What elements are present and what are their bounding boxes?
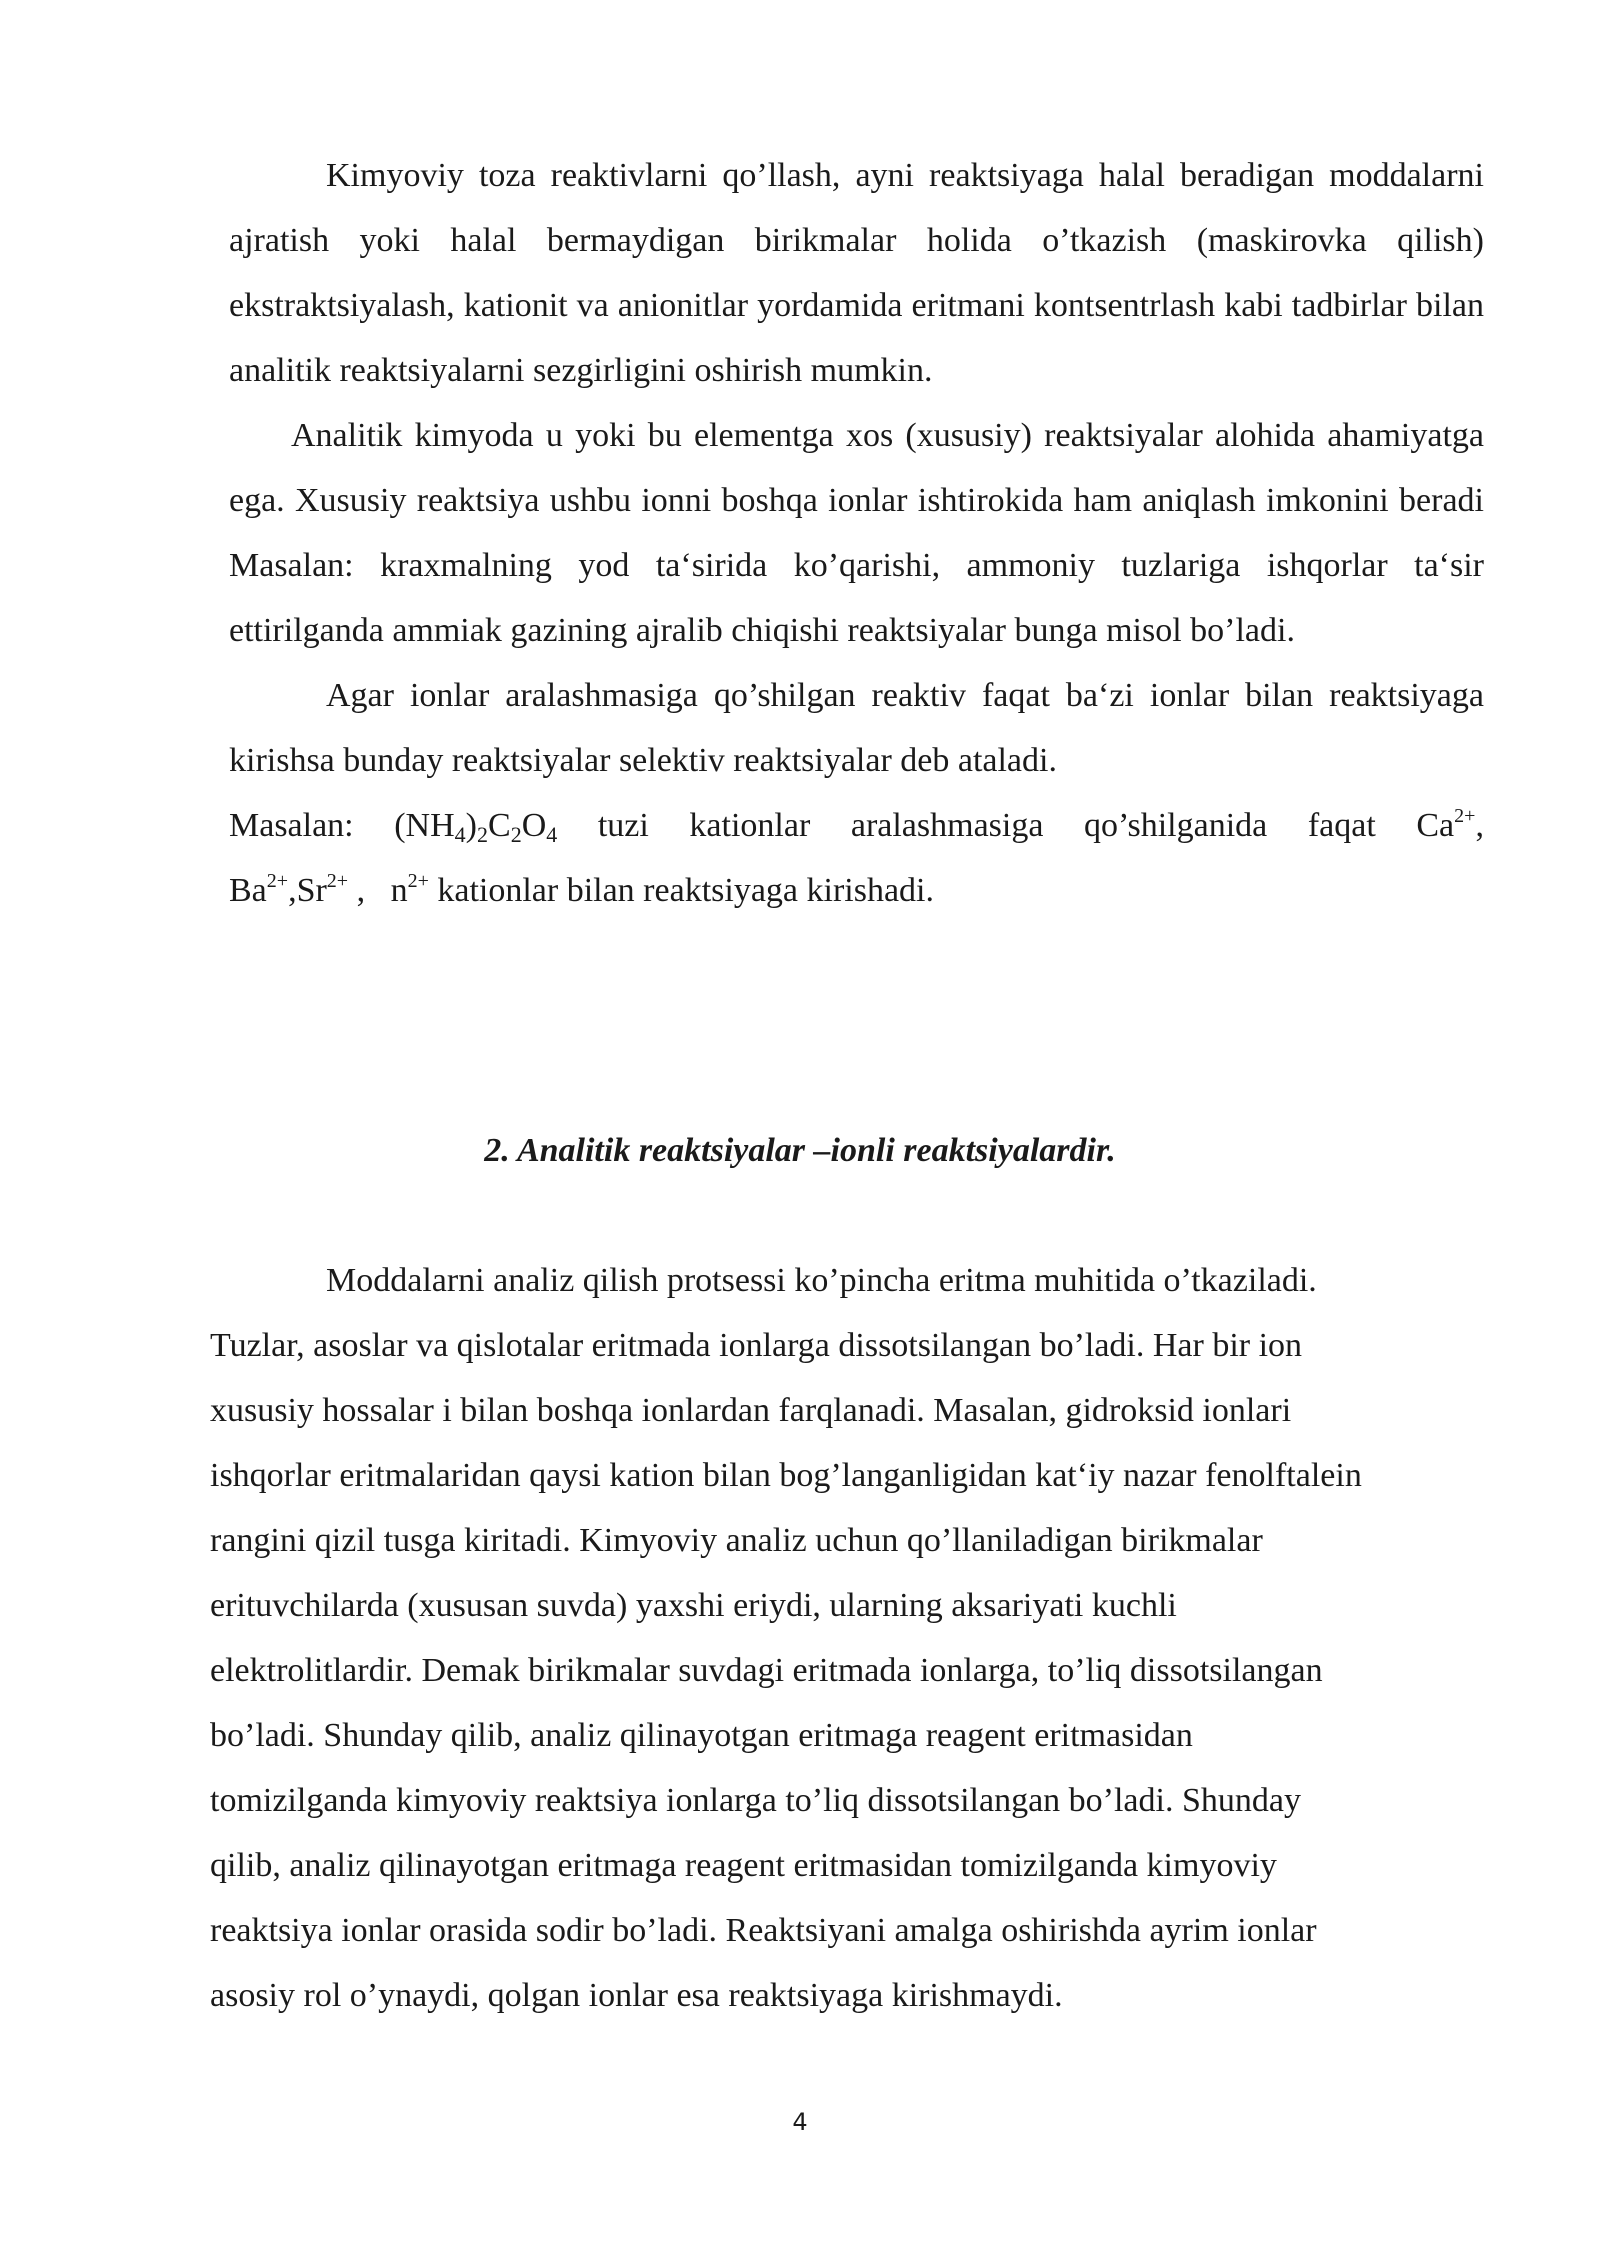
example-continuation: $Ba^{2+},Sr^{2+}$ , $n^{2+}$ kationlar bilan reaktsiyaga kirishadi.	[229, 870, 934, 909]
example-word: faqat	[1307, 807, 1376, 844]
barium-ion: Ba	[229, 872, 267, 909]
text-line: asosiy rol o’ynaydi, qolgan ionlar esa reaktsiyaga kirishmaydi.	[210, 1977, 1063, 2014]
example-word: kationlar	[689, 807, 811, 844]
oxalate-formula: $(NH_4)_2C_2O_4$	[394, 807, 558, 847]
strontium-ion: ,Sr	[288, 872, 327, 909]
text-line: qilib, analiz qilinayotgan eritmaga reagent eritmasidan tomizilganda kimyoviy	[210, 1847, 1277, 1884]
example-word: tuzi	[597, 807, 649, 844]
example-line	[229, 793, 1484, 858]
text-line: rangini qizil tusga kiritadi. Kimyoviy analiz uchun qo’llaniladigan birikmalar	[210, 1522, 1263, 1559]
section-heading: 2. Analitik reaktsiyalar –ionli reaktsiyalardir.	[484, 1132, 1116, 1169]
paragraph-selective-reactions: Agar ionlar aralashmasiga qo’shilgan reaktiv faqat ba‘zi ionlar bilan reaktsiyaga kirishsa bunday reaktsiyalar selektiv reaktsiyalar deb ataladi.	[229, 677, 1484, 779]
example-prefix: Masalan:	[229, 807, 354, 844]
text-line: ishqorlar eritmalaridan qaysi kation bilan bog’langanligidan kat‘iy nazar fenolftalein	[210, 1457, 1362, 1494]
text-line: elektrolitlardir. Demak birikmalar suvdagi eritmada ionlarga, to’liq dissotsilangan	[210, 1652, 1323, 1689]
text-line: bo’ladi. Shunday qilib, analiz qilinayotgan eritmaga reagent eritmasidan	[210, 1717, 1193, 1754]
page-number: 4	[792, 2108, 808, 2136]
paragraph-reagents: Kimyoviy toza reaktivlarni qo’llash, ayni reaktsiyaga halal beradigan moddalarni ajratish yoki halal bermaydigan birikmalar holida o’tkazish (maskirovka qilish) ekstraktsiyalash, kationit va anionitlar yordamida eritmani kontsentrlash kabi tadbirlar bilan analitik reaktsiyalarni sezgirligini oshirish mumkin.	[229, 157, 1484, 389]
main-section	[210, 1248, 1500, 2028]
text-line: xususiy hossalar i bilan boshqa ionlardan farqlanadi. Masalan, gidroksid ionlari	[210, 1392, 1292, 1429]
text-line: erituvchilarda (xususan suvda) yaxshi eriydi, ularning aksariyati kuchli	[210, 1587, 1177, 1624]
text-line: reaktsiya ionlar orasida sodir bo’ladi. Reaktsiyani amalga oshirishda ayrim ionlar	[210, 1912, 1317, 1949]
paragraph-specific-reactions: Analitik kimyoda u yoki bu elementga xos (xususiy) reaktsiyalar alohida ahamiyatga ega. Xususiy reaktsiya ushbu ionni boshqa ionlar ishtirokida ham aniqlash imkonini beradi Masalan: kraxmalning yod ta‘sirida ko’qarishi, ammoniy tuzlariga ishqorlar ta‘sir ettirilganda ammiak gazining ajralib chiqishi reaktsiyalar bunga misol bo’ladi.	[229, 417, 1484, 649]
text-line: Tuzlar, asoslar va qislotalar eritmada ionlarga dissotsilangan bo’ladi. Har bir ion	[210, 1327, 1303, 1364]
paragraph-ionic-reactions	[210, 1248, 1500, 2028]
text-line: Moddalarni analiz qilish protsessi ko’pincha eritma muhitida o’tkaziladi.	[326, 1262, 1317, 1299]
calcium-ion: $Ca^{2+}$,	[1416, 805, 1484, 844]
text-line: tomizilganda kimyoviy reaktsiya ionlarga to’liq dissotsilangan bo’ladi. Shunday	[210, 1782, 1301, 1819]
example-word: qo’shilganida	[1084, 807, 1268, 844]
example-word: aralashmasiga	[850, 807, 1044, 844]
intro-section	[229, 143, 1484, 923]
